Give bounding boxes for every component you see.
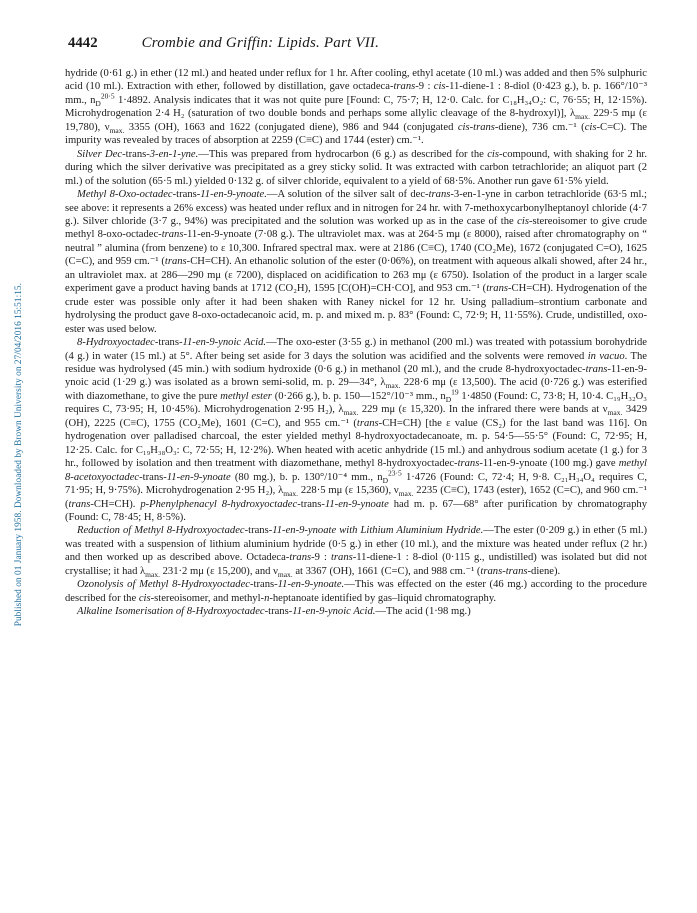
text-run: trans — [300, 498, 322, 510]
page-header — [68, 35, 648, 55]
text-run: -11-en-9-ynoic acid (1·29 g.) was isolated as a brown semi-solid, m. p. 29—34°, λ — [65, 363, 647, 389]
text-run: -11-en-9-ynoate — [163, 471, 231, 483]
text-run: —The ester (0·209 g.) in ether (5 ml.) was treated with a suspension of lithium aluminium hydride (0·5 g.) in ether (10 ml.), and the mixture was heated under reflux (2 hr.) and then worked up as described above. Octadeca- — [65, 525, 647, 564]
text-run: methyl 8-acetoxyoctadec- — [65, 458, 647, 483]
text-run: Ozonolysis of Methyl 8-Hydroxyoctadec- — [77, 579, 254, 591]
text-run: -3-en-1-yne. — [146, 148, 199, 160]
text-run: 19 — [451, 387, 459, 397]
text-run: 229·5 mμ (ε 19,780), ν — [65, 108, 647, 133]
text-run: cis — [138, 592, 151, 604]
text-run: trans — [356, 417, 379, 429]
text-run: cis-trans — [457, 121, 495, 133]
text-run: -11-en-9-ynoic Acid. — [178, 337, 267, 349]
paragraph — [65, 524, 647, 578]
text-run: -diene). — [527, 565, 561, 577]
text-run: —This was effected on the ester (46 mg.) according to the procedure described for the — [65, 579, 647, 604]
text-run: 231·2 mμ (ε 15,200), and ν — [159, 565, 278, 577]
text-run: trans — [125, 148, 147, 160]
text-run: 228·5 mμ (ε 15,360), ν — [298, 485, 399, 497]
text-run: -11-diene-1 : 8-diol (0·115 g., undistilled) was isolated but did not crystallise; it had λ — [65, 552, 647, 577]
text-run: p-Phenylphenacyl 8-hydroxyoctadec- — [140, 498, 301, 510]
running-head: Crombie and Griffin: Lipids. Part VII. — [141, 35, 380, 51]
text-run: max. — [398, 489, 414, 499]
text-run: 1·4892. Analysis indicates that it was not quite pure [Found: C, 75·7; H, 12·0. Calc. for C₁₈H₃₄O₂: C, 76·55; H, 12·15%). Microhydrogenation 2·4 H₂ (saturation of two double bonds and perhaps some allylic cleavage of the 8-hydroxyl)], λ — [65, 94, 647, 120]
paragraph — [65, 188, 647, 336]
text-run: 3429 (OH), 2225 (C≡C), 1755 (CO₂Me), 1601 (C=C), and 955 cm.⁻¹ ( — [65, 404, 648, 429]
text-run: trans — [585, 363, 608, 375]
text-run: methyl ester — [220, 390, 272, 402]
text-run: -11-en-9-ynoate with Lithium Aluminium Hydride. — [268, 525, 484, 537]
text-run: max. — [343, 408, 359, 418]
text-run: trans — [428, 189, 451, 201]
text-run: -diene), 736 cm.⁻¹ ( — [494, 121, 585, 133]
text-run: trans — [393, 81, 416, 93]
paragraph — [65, 605, 647, 618]
text-run: 228·6 mμ (ε 13,500). The acid (0·726 g.) was esterified with diazomethane, to give the pure — [65, 377, 647, 402]
text-run: trans — [158, 337, 179, 349]
text-run: -11-en-9-ynoate — [321, 498, 389, 510]
text-run: Methyl 8-Oxo-octadec- — [77, 189, 177, 201]
page-number: 4442 — [68, 35, 98, 51]
text-run: cis — [433, 81, 446, 93]
text-run: Silver Dec- — [77, 148, 126, 160]
text-run: -stereoisomer to give crude methyl 8-oxo-octadec- — [65, 215, 647, 241]
text-run: (0·266 g.), b. p. 150—152°/10⁻³ mm., n — [271, 390, 446, 402]
text-run: max. — [109, 125, 125, 135]
text-run: -stereoisomer, and methyl- — [150, 592, 265, 604]
text-run: -11-en-9-ynoic Acid. — [288, 606, 376, 618]
text-run: -C=C). The impurity was revealed by traces of absorption at 2259 (C≡C) and 1744 (ester) cm.⁻¹. — [65, 121, 648, 147]
text-run: 20·5 — [100, 91, 115, 101]
publication-sidebar — [12, 160, 26, 750]
published-download-notice: Published on 01 January 1958. Downloaded by Brown University on 27/04/2016 15:51:15. — [14, 283, 24, 627]
text-run: -9 : — [311, 552, 331, 564]
text-run: trans — [486, 283, 508, 295]
text-run: 1·4726 (Found: C, 72·4; H, 9·8. C₂₁H₃₄O₄ requires C, 71·95; H, 9·75%). Microhydrogenation 2·95 H₂), λ — [65, 471, 647, 497]
text-run: trans — [142, 471, 164, 483]
text-run: 3355 (OH), 1663 and 1622 (conjugated diene), 986 and 944 (conjugated — [124, 121, 458, 133]
paragraph — [65, 67, 647, 148]
text-run: -heptanoate identified by gas–liquid chromatography. — [269, 592, 497, 604]
text-run: max. — [607, 408, 623, 418]
text-run: —The oxo-ester (3·55 g.) in methanol (200 ml.) was treated with potassium borohydride (4 g.) in water (15 ml.) at 5°. After being set aside for 3 days the solution was acidified and the solvents were removed — [65, 337, 647, 362]
text-run: -3-en-1-yne in carbon tetrachloride (63·5 ml.; see above: it represents a 26% excess) was heated under reflux and in nitrogen for 24 hr. with 7-methoxycarbonylheptanoyl chloride (4·7 g.). Silver chloride (3·7 g., 94%) was precipitated and the solution was worked up as in the case of the — [65, 189, 648, 227]
text-run: trans — [457, 458, 480, 470]
text-run: cis — [487, 148, 499, 160]
text-run: max. — [145, 569, 160, 579]
text-run: trans — [330, 552, 353, 564]
text-run: D — [445, 394, 452, 404]
text-run: 8-Hydroxyoctadec- — [77, 337, 159, 349]
text-run: trans — [164, 256, 187, 268]
text-run: at 3367 (OH), 1661 (C=C), and 988 cm.⁻¹ ( — [292, 565, 481, 577]
article-body — [65, 67, 647, 619]
text-run: -11-en-9-ynoate (100 mg.) gave — [479, 458, 619, 470]
text-run: —A solution of the silver salt of dec- — [266, 189, 429, 201]
text-run: cis — [517, 215, 529, 227]
text-run: trans — [176, 189, 197, 201]
text-run: trans — [248, 525, 269, 537]
text-run: in vacuo — [587, 350, 625, 362]
text-run: D — [95, 99, 101, 109]
text-run: D — [382, 475, 388, 485]
text-run: trans — [289, 552, 312, 564]
text-run: trans — [68, 498, 91, 510]
text-run: hydride (0·61 g.) in ether (12 ml.) and heated under reflux for 1 hr. After cooling, ethyl acetate (10 ml.) was added and then 5% sulphuric acid (10 ml.). Extraction with ether, followed by distillation, gave octadeca- — [65, 68, 647, 93]
text-run: max. — [385, 381, 401, 391]
text-run: 2235 (C≡C), 1743 (ester), 1652 (C=C), and 960 cm.⁻¹ ( — [65, 485, 647, 510]
text-run: max. — [575, 112, 590, 122]
text-run: . The residue was hydrolysed (45 min.) with sodium hydroxide (0·6 g.) in methanol (20 ml.), and the crude 8-hydroxyoctadec- — [65, 350, 648, 375]
text-run: max. — [283, 489, 299, 499]
text-run: —The acid (1·98 mg.) — [375, 606, 471, 618]
text-run: —This was prepared from hydrocarbon (6 g.) as described for the — [198, 148, 488, 160]
text-run: -9 : — [415, 81, 434, 93]
text-run: -11-en-9-ynoate (7·08 g.). The ultraviolet max. was at 264·5 mμ (ε 8000), raised after chromatography on “ neutral ” alumina (from benzene) to ε 10,300. Infrared spectral max. were at 2186 (C≡C), 1740 (CO₂Me), 1672 (conjugated C=O), 1625 (C=C), and 959 cm.⁻¹ ( — [65, 229, 647, 268]
text-run: 229 mμ (ε 15,320). In the infrared there were bands at ν — [358, 404, 608, 416]
text-run: -CH=CH). — [90, 498, 141, 510]
text-run: trans — [161, 229, 184, 241]
paragraph — [65, 578, 647, 605]
text-run: 23·5 — [387, 468, 402, 478]
text-run: 1·4850 (Found: C, 73·8; H, 10·4. C₁₉H₃₂O₃ requires C, 73·95; H, 10·45%). Microhydrogenation 2·95 H₂), λ — [65, 390, 647, 416]
text-run: had m. p. 67—68° after purification by chromatography (Found: C, 78·45; H, 8·5%). — [65, 498, 647, 523]
text-run: -CH=CH). An ethanolic solution of the ester (0·06%), on treatment with aqueous alkali showed, after 24 hr., an ultraviolet max. at 286—290 mμ (ε 7200), displaced on acidification to 263 mμ (ε 6750). Isolation of the product in a larger scale experiment gave a product having bands at 1712 (CO₂H), 1595 [C(OH)=CH·CO], and 953 cm.⁻¹ ( — [65, 256, 647, 295]
paragraph — [65, 336, 647, 524]
text-run: cis — [584, 121, 597, 133]
text-run: -11-en-9-ynoate. — [274, 579, 345, 591]
text-run: -11-en-9-ynoate. — [196, 189, 267, 201]
paragraph — [65, 148, 647, 188]
text-run: -CH=CH) [the ε value (CS₂) for the last band was 116]. On hydrogenation over palladised charcoal, the ester yielded methyl 8-hydroxyoctadecanoate, m. p. 54·5—55·5° (Found: C, 72·95; H, 12·25. Calc. for C₁₉H₃₈O₃: C, 72·55; H, 12·2%). When heated with acetic anhydride (15 ml.) and anhydrous sodium acetate (1 g.) for 3 hr., followed by isolation and then treatment with diazomethane, methyl 8-hydroxyoctadec- — [65, 417, 648, 470]
text-run: n — [264, 592, 270, 604]
text-run: Reduction of Methyl 8-Hydroxyoctadec- — [77, 525, 249, 537]
text-run: -11-diene-1 : 8-diol (0·423 g.), b. p. 166°/10⁻³ mm., n — [65, 81, 647, 106]
text-run: Alkaline Isomerisation of 8-Hydroxyoctadec- — [77, 606, 269, 618]
text-run: -compound, with shaking for 2 hr. during which the silver derivative was precipitated as a grey sticky solid. It was extracted with carbon tetrachloride; an aliquot part (2 ml.) of the solution (65·5 ml.) yielded 0·132 g. of silver chloride, equivalent to a yield of 68·5%. Another run gave 61·5% yield. — [65, 148, 647, 187]
text-run: trans — [268, 606, 289, 618]
text-run: trans-trans — [480, 565, 528, 577]
text-run: -CH=CH). Hydrogenation of the crude ester was possible only after it had been shaken with Raney nickel for 12 hr. Using palladium–strontium carbonate and hydrolysing the product gave 8-oxo-octadecanoic acid, m. p. and mixed m. p. 83° (Found: C, 72·9; H, 11·55%). Crude, undistilled, oxo-ester was used below. — [65, 283, 647, 335]
text-run: trans — [253, 579, 275, 591]
text-run: max. — [277, 569, 293, 579]
text-run: (80 mg.), b. p. 130°/10⁻⁴ mm., n — [230, 471, 383, 483]
